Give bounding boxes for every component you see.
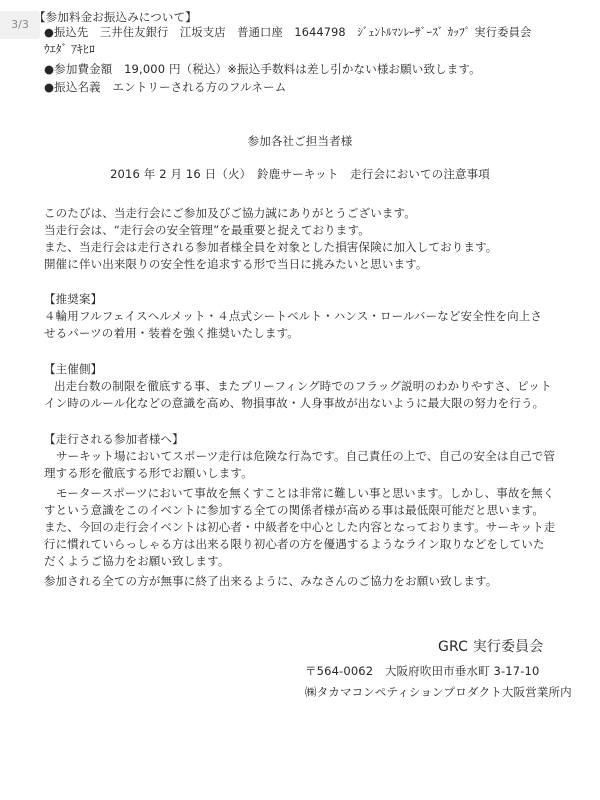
intro-line-1: このたびは、当走行会にご参加及びご協力誠にありがとうございます。 (44, 206, 416, 220)
letter-addressee: 参加各社ご担当者様 (247, 134, 353, 148)
signature-org-name: GRC 実行委員会 (438, 639, 544, 655)
signature-company: ㈱タカマコンペティションプロダクト大阪営業所内 (305, 685, 572, 699)
participants-line-6: 行に慣れていらっしゃる方は出来る限り初心者の方を優遇するようなライン取りなどをしていた (44, 537, 545, 551)
intro-line-4: 開催に伴い出来限りの安全性を追求する形で当日に挑みたいと思います。 (44, 257, 428, 271)
recommend-heading: 【推奨案】 (44, 292, 103, 306)
payment-fee-line: ●参加費金額 19,000 円（税込）※振込手数料は差し引かない様お願い致します。 (44, 62, 481, 76)
participants-line-1: サーキット場においてスポーツ走行は危険な行為です。自己責任の上で、自己の安全は自己で管 (56, 449, 556, 463)
payment-name-line: ●振込名義 エントリーされる方のフルネーム (44, 80, 287, 94)
letter-subject: 2016 年 2 月 16 日（火） 鈴鹿サーキット 走行会においての注意事項 (110, 167, 490, 181)
organizer-line-2: イン時のルール化などの意識を高め、物損事故・人身事故が出ないように最大限の努力を行う。 (44, 396, 545, 410)
intro-line-3: また、当走行会は走行される参加者様全員を対象とした損害保険に加入しております。 (44, 240, 498, 254)
payment-account-line: ●振込先 三井住友銀行 江坂支店 普通口座 1644798 ｼﾞｪﾝﾄﾙﾏﾝﾚｰｻﾞｰｽﾞ ｶｯﾌﾟ 実行委員会 (44, 26, 532, 39)
participants-line-7: だくようご協力をお願い致します。 (44, 554, 230, 568)
recommend-line-2: せるパーツの着用・装着を強く推奨いたします。 (44, 326, 299, 340)
signature-address: 〒564-0062 大阪府吹田市垂水町 3-17-10 (305, 664, 540, 678)
participants-line-4: すという意識をこのイベントに参加する全ての関係者様が高める事は最低限可能だと思います。 (44, 503, 545, 517)
participants-heading: 【走行される参加者様へ】 (44, 432, 184, 446)
participants-line-2: 理する形を徹底する形でお願いします。 (44, 466, 253, 480)
participants-line-3: モータースポーツにおいて事故を無くすことは非常に難しい事と思います。しかし、事故を無く (56, 486, 555, 500)
organizer-heading: 【主催側】 (44, 362, 103, 376)
payment-heading: 【参加料金お振込みについて】 (34, 10, 197, 24)
recommend-line-1: ４輪用フルフェイスヘルメット・４点式シートベルト・ハンス・ロールバーなど安全性を向上さ (44, 309, 543, 323)
participants-line-8: 参加される全ての方が無事に終了出来るように、みなさんのご協力をお願い致します。 (44, 574, 498, 588)
organizer-line-1: 出走台数の制限を徹底する事、またブリーフィング時でのフラッグ説明のわかりやすさ、ピット (54, 379, 552, 393)
participants-line-5: また、今回の走行会イベントは初心者・中級者を中心とした内容となっております。サーキット走 (44, 520, 556, 534)
intro-line-2: 当走行会は、“走行会の安全管理”を最重要と捉えております。 (44, 223, 370, 237)
page-indicator-badge: 3/3 (0, 11, 40, 39)
payment-account-name-kana: ｳｴﾀﾞ ｱｷﾋﾛ (44, 42, 95, 56)
